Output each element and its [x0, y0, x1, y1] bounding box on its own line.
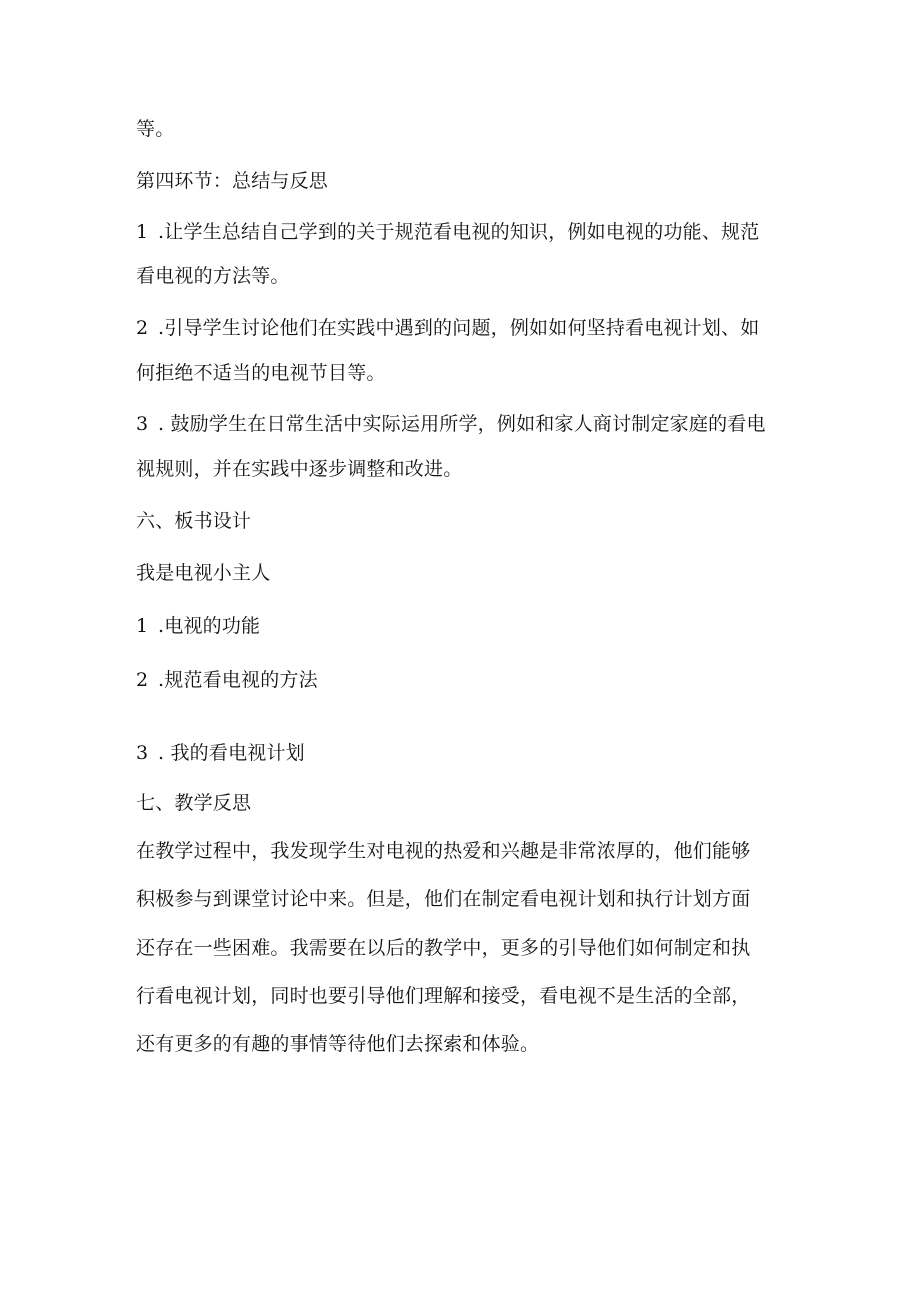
reflection-line-3: 还存在一些困难。我需要在以后的教学中，更多的引导他们如何制定和执 — [136, 937, 751, 959]
board-item-1-number: 1 — [136, 615, 149, 637]
list-item-2-text: .引导学生讨论他们在实践中遇到的问题，例如如何坚持看电视计划、如 — [158, 317, 760, 339]
board-item-3 — [136, 740, 305, 766]
reflection-line-1: 在教学过程中，我发现学生对电视的热爱和兴趣是非常浓厚的，他们能够 — [136, 840, 751, 862]
list-item-1-number: 1 — [136, 221, 149, 243]
board-item-3-number: 3 — [136, 742, 149, 764]
board-item-2-text: .规范看电视的方法 — [158, 669, 318, 691]
section-heading-board-design: 六、板书设计 — [136, 510, 252, 532]
board-item-1-text: .电视的功能 — [158, 615, 261, 637]
list-item-3-text: . 鼓励学生在日常生活中实际运用所学，例如和家人商讨制定家庭的看电 — [158, 413, 766, 435]
list-item-3-line-2: 视规则，并在实践中逐步调整和改进。 — [136, 458, 463, 480]
board-item-3-text: . 我的看电视计划 — [158, 742, 305, 764]
section-heading-summary: 第四环节：总结与反思 — [136, 170, 329, 192]
list-item-1-line-2: 看电视的方法等。 — [136, 265, 290, 287]
paragraph-end-line: 等。 — [136, 118, 175, 140]
board-title: 我是电视小主人 — [136, 562, 271, 584]
list-item-3-number: 3 — [136, 413, 149, 435]
board-item-2-number: 2 — [136, 669, 149, 691]
reflection-line-4: 行看电视计划，同时也要引导他们理解和接受，看电视不是生活的全部， — [136, 985, 751, 1007]
list-item-3-line-1 — [136, 411, 766, 437]
reflection-line-2: 积极参与到课堂讨论中来。但是，他们在制定看电视计划和执行计划方面 — [136, 888, 751, 910]
board-item-1 — [136, 613, 260, 639]
reflection-line-5: 还有更多的有趣的事情等待他们去探索和体验。 — [136, 1033, 540, 1055]
list-item-2-number: 2 — [136, 317, 149, 339]
list-item-2-line-1 — [136, 315, 759, 341]
list-item-1-line-1 — [136, 219, 759, 245]
list-item-2-line-2: 何拒绝不适当的电视节目等。 — [136, 362, 386, 384]
board-item-2 — [136, 667, 318, 693]
list-item-1-text: .让学生总结自己学到的关于规范看电视的知识，例如电视的功能、规范 — [158, 221, 760, 243]
section-heading-reflection: 七、教学反思 — [136, 792, 252, 814]
